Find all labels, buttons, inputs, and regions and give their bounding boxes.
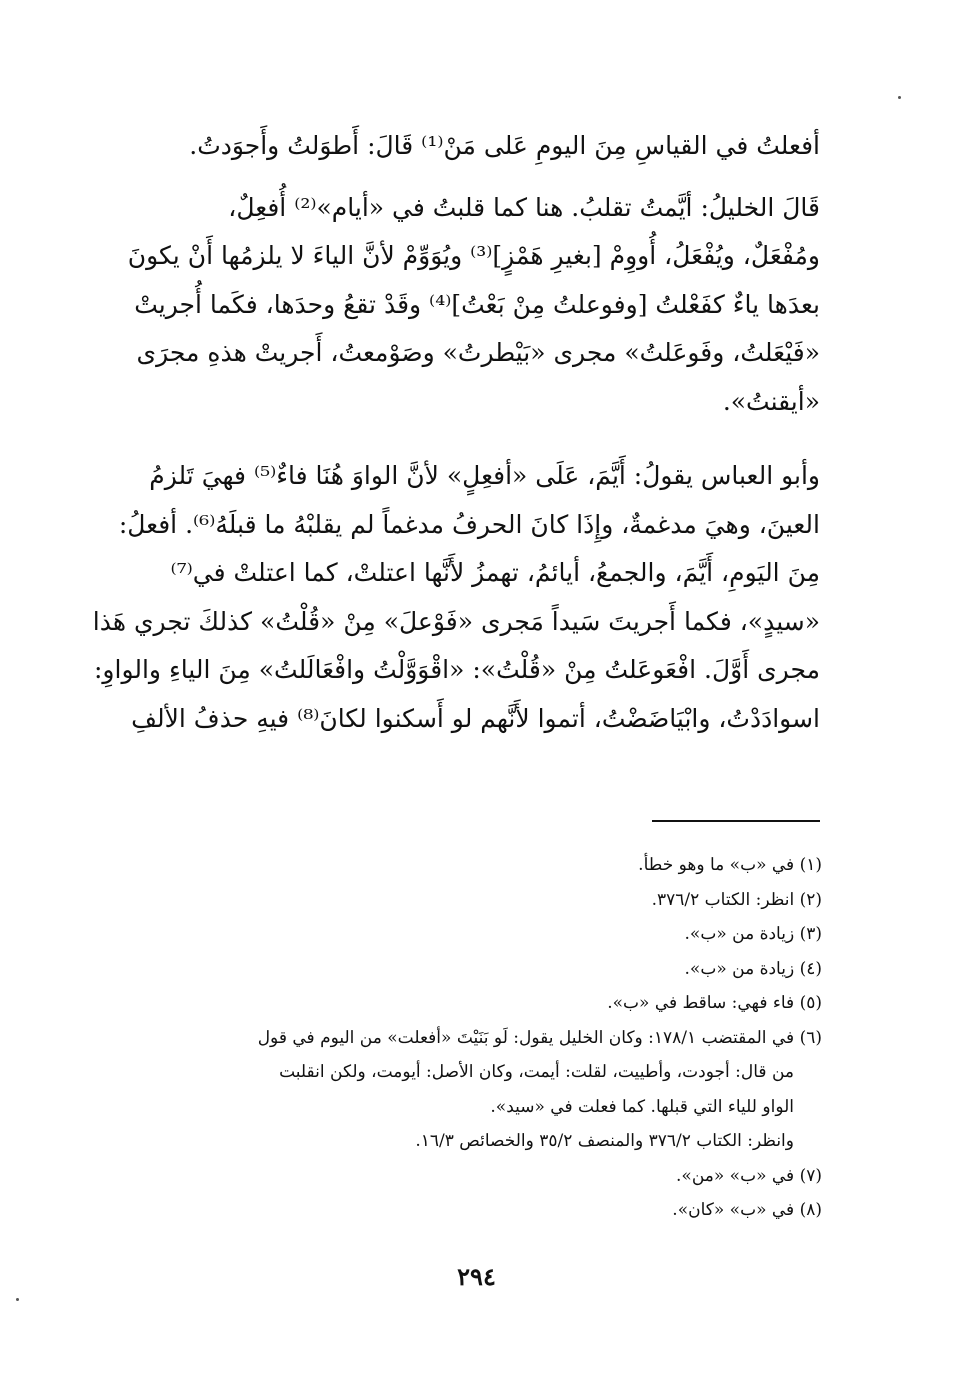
text-line: اسوادَدْتُ، وابْيَاضَضْتُ، أتموا لأَنَّهم لو أَسكنوا لكانَ⁽⁸⁾ فيهِ حذفُ الألفِ <box>131 703 820 733</box>
footnote-6-continuation: الواو للياء التي قبلها. كما فعلت في «سيد». <box>490 1096 794 1117</box>
text-line: ومُفْعَلٌ، ويُفْعَلُ، أُووِمْ [بغيرِ هَمْزٍ]⁽³⁾ ويُوَوِّمْ لأنَّ الياءَ لا يلزمُها أَنْ يكونَ <box>127 241 820 270</box>
footnote-6-continuation: من قال: أجودت، وأطييت، لقلت: أيمت، وكان الأصل: أيومت، ولكن انقلبت <box>279 1062 794 1082</box>
paragraph-3 <box>92 452 820 743</box>
page-number: ٢٩٤ <box>457 1262 496 1291</box>
text-line: «سيدٍ»، فكما أَجريتَ سَيداً مَجرى «فَوْعلَ» مِنْ «قُلْتُ» كذلكَ تجري هَذا <box>92 606 820 636</box>
main-text-body <box>92 122 820 743</box>
footnote-3: (٣) زيادة من «ب». <box>684 924 822 944</box>
text-line: وأبو العباس يقولُ: أَيَّمَ، عَلَى «أفعِلٍ» لأنَّ الواوَ هُنَا فاءٌ⁽⁵⁾ فهيَ تَلزمُ <box>149 461 820 490</box>
text-line: العينَ، وهيَ مدغمةٌ، وإِذَا كانَ الحرفُ مدغماً لم يقلبْهُ ما قبلَهُ⁽⁶⁾. أفعلُ: <box>118 509 820 539</box>
paragraph-1 <box>128 122 820 171</box>
footnotes <box>132 848 822 1228</box>
paragraph-2 <box>128 184 820 427</box>
text-line: بعدَها ياءٌ كفَعْلتُ [وفوعلتُ مِنْ بَعْتُ]⁽⁴⁾ وقَدْ تقعُ وحدَها، فكَما أُجريتْ <box>134 289 820 319</box>
text-line: قَالَ الخليلُ: أيَّمتُ تقلبُ. هنا كما قلبتُ في «أيام»⁽²⁾ أُفعِلٌ، <box>228 192 820 222</box>
text-line: مِنَ اليَومِ، أَيَّمَ، والجمعُ، أيائمُ، تهمزُ لأَنَّها اعتلتْ، كما اعتلتْ في⁽⁷⁾ <box>170 558 820 587</box>
footnote-6-continuation: وانظر: الكتاب ٣٧٦/٢ والمنصف ٣٥/٢ والخصائص ١٦/٣. <box>415 1131 794 1151</box>
text-line: مجرى أَوَّلَ. افْعَوعَلتُ مِنْ «قُلْتُ»: «اقْوَوَّلْتُ وافْعَالَلتُ» مِنَ الياءِ والواوِ: <box>94 655 820 684</box>
text-line: أفعلتُ في القياسِ مِنَ اليومِ عَلى مَنْ⁽¹⁾ قَالَ: أَطوَلتُ وأَجوَدتُ. <box>189 131 820 160</box>
footnote-8: (٨) في «ب» «كان». <box>672 1200 822 1220</box>
footnote-6: (٦) في المقتضب ١٧٨/١: وكان الخليل يقول: لَو بَنَيْتَ «أفعلت» من اليوم في قول <box>257 1027 822 1048</box>
footnote-2: (٢) انظر: الكتاب ٣٧٦/٢. <box>651 889 822 910</box>
scan-speck <box>16 1298 19 1301</box>
footnote-5: (٥) فاء فهي: ساقط في «ب». <box>607 993 822 1013</box>
footnote-separator <box>652 820 820 822</box>
footnote-1: (١) في «ب» ما وهو خطأ. <box>638 855 822 875</box>
scan-speck <box>898 96 901 99</box>
text-line: «فَيْعَلتُ، وفَوعَلتُ» مجرى «بَيْطرتُ» وصَوْمعتُ، أَجريتْ هذهِ مجرَى <box>136 338 820 367</box>
text-line: «أيقنتُ». <box>722 386 820 416</box>
footnote-4: (٤) زيادة من «ب». <box>684 958 822 979</box>
footnote-7: (٧) في «ب» «من». <box>676 1165 822 1186</box>
